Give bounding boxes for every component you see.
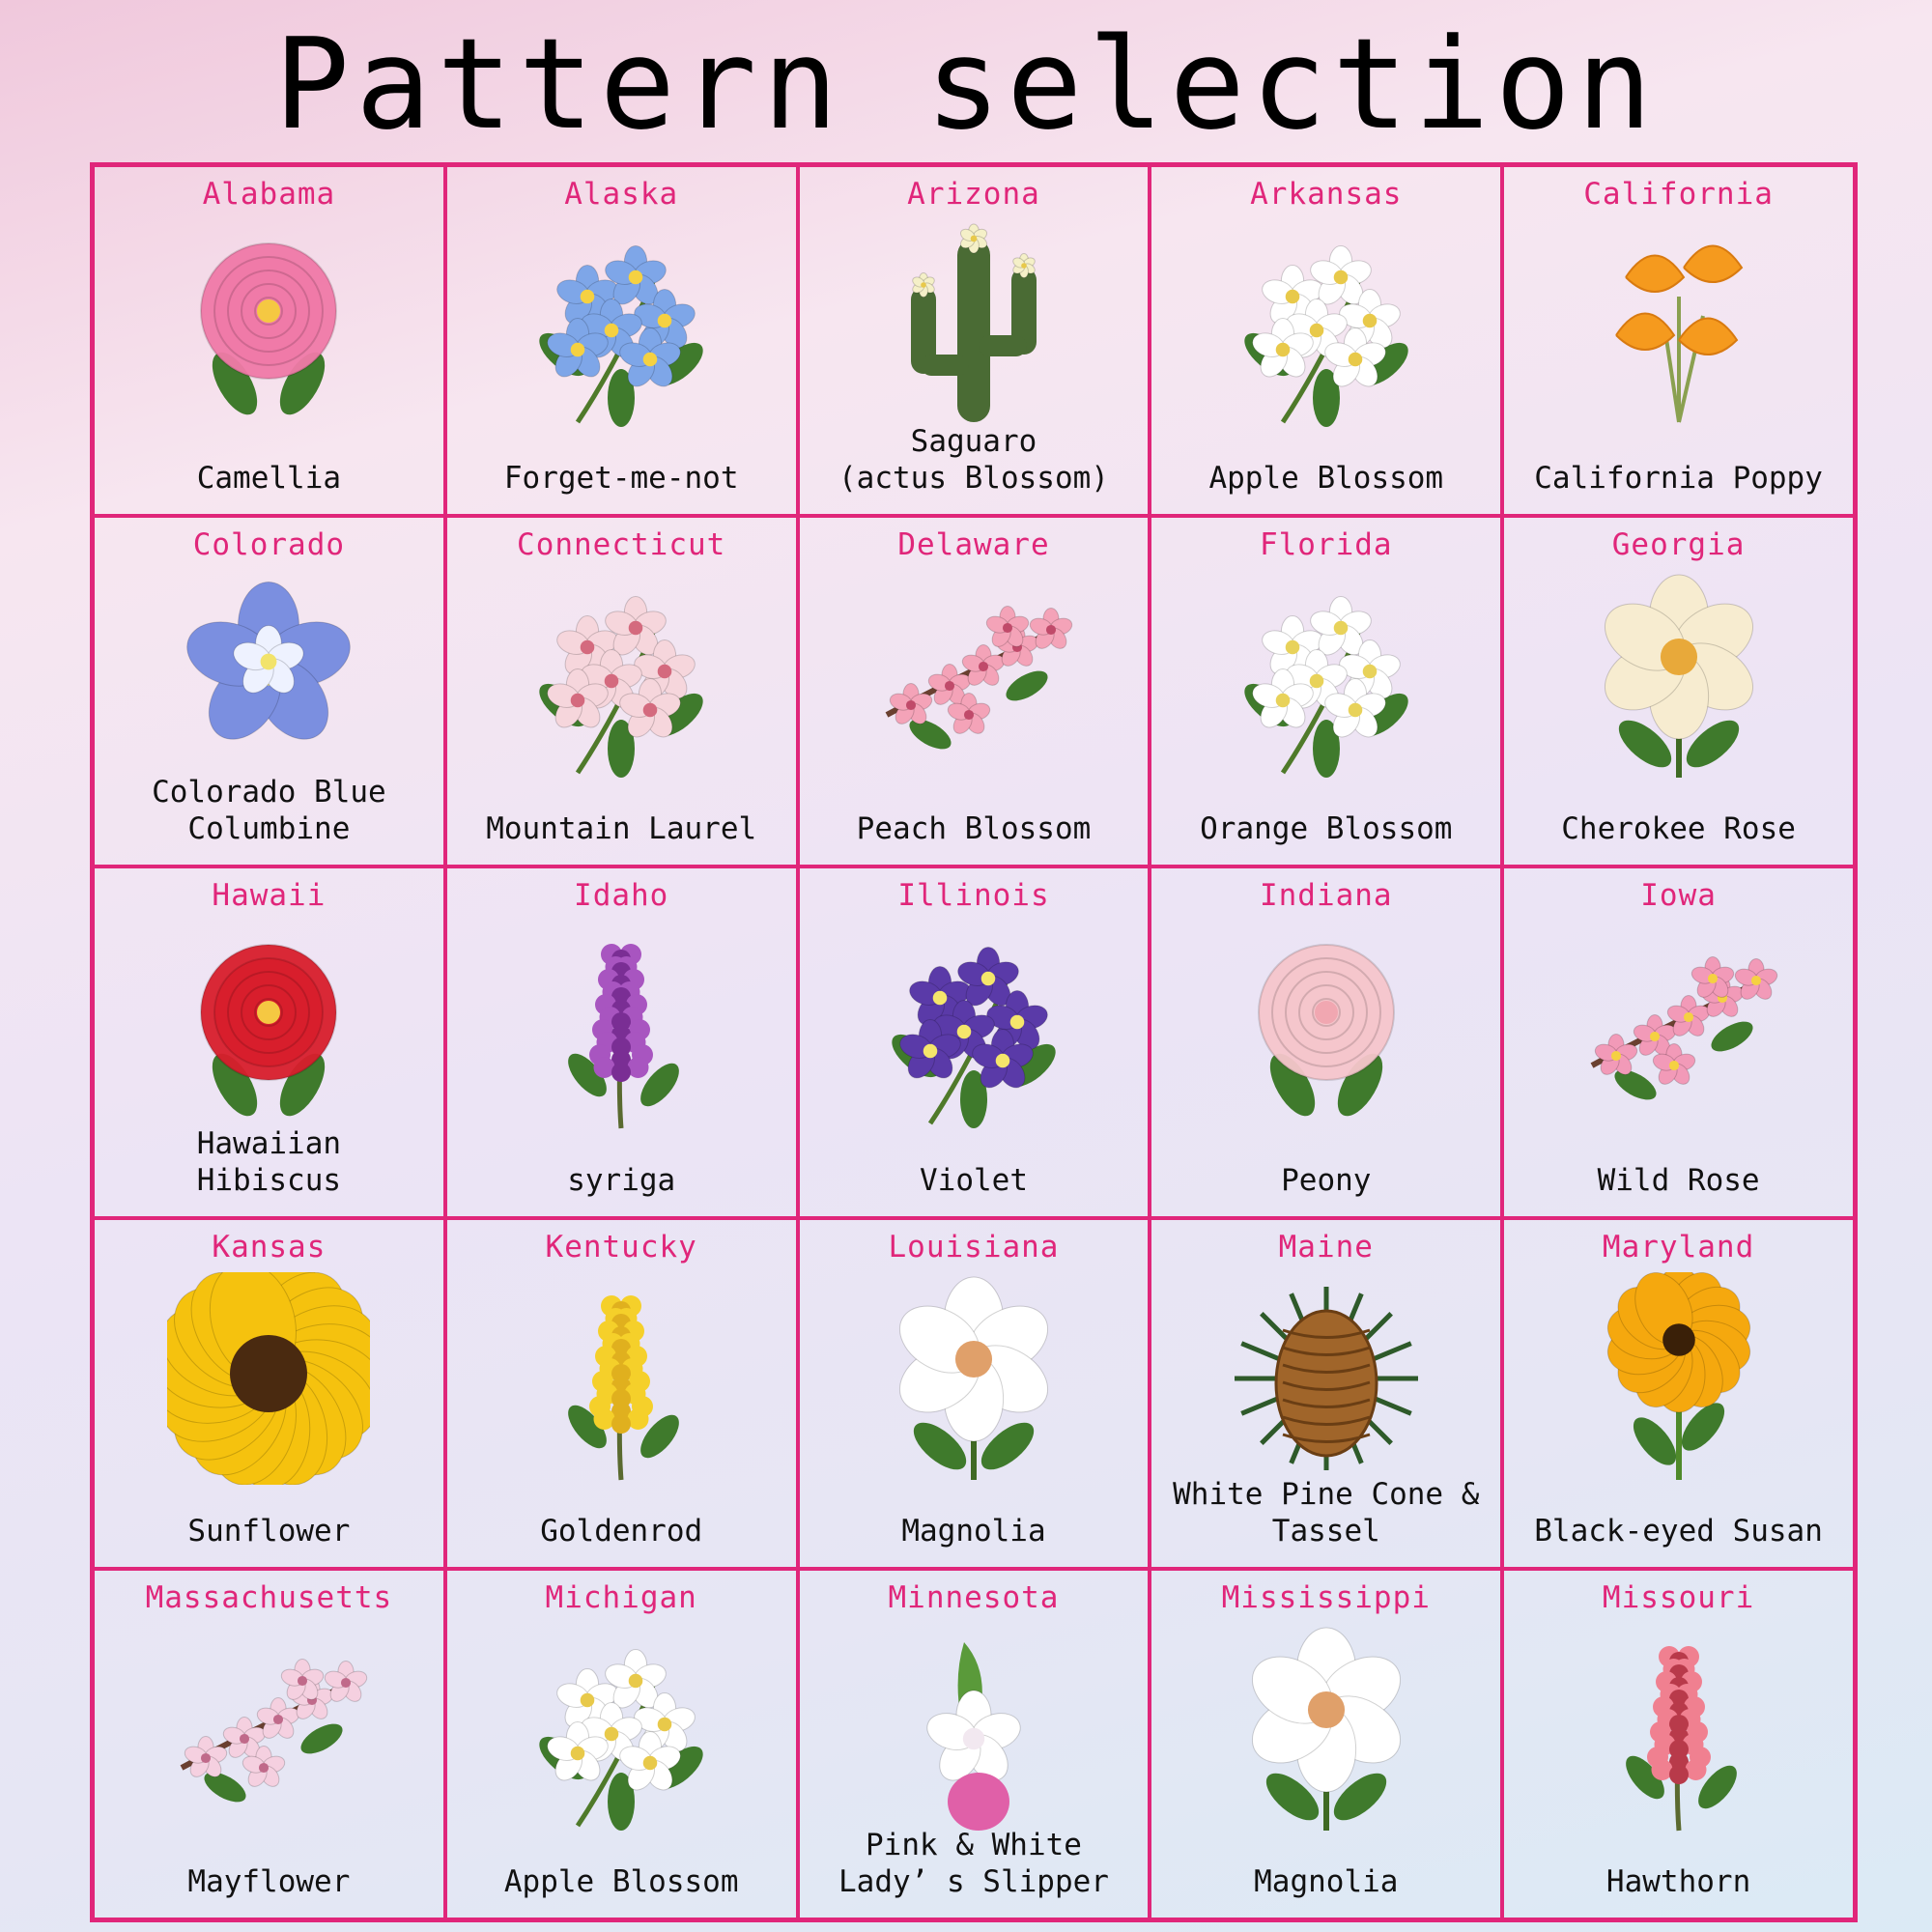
flower-name: Hawthorn: [1605, 1864, 1751, 1899]
page-title: Pattern selection: [273, 11, 1659, 157]
state-name: Maryland: [1602, 1229, 1755, 1264]
syringa-icon: [520, 921, 723, 1133]
pattern-cell[interactable]: [93, 516, 445, 867]
pattern-cell[interactable]: [93, 165, 445, 516]
pattern-cell[interactable]: [1502, 1569, 1855, 1919]
wild-rose-icon: [1577, 921, 1780, 1133]
flower-name: Sunflower: [187, 1513, 351, 1548]
peach-blossom-icon: [872, 570, 1075, 782]
peony-icon: [1225, 921, 1428, 1133]
state-name: Indiana: [1259, 878, 1393, 914]
magnolia-icon: [1225, 1623, 1428, 1835]
flower-name: Violet: [920, 1162, 1028, 1198]
flower-name: Goldenrod: [540, 1513, 703, 1548]
pattern-cell[interactable]: [445, 867, 798, 1217]
pattern-cell[interactable]: [798, 1218, 1151, 1569]
state-name: Arizona: [907, 177, 1040, 212]
state-name: Massachusetts: [145, 1579, 393, 1615]
mountain-laurel-icon: [520, 570, 723, 782]
flower-name: Hawaiian Hibiscus: [196, 1125, 342, 1198]
flower-name: Orange Blossom: [1200, 811, 1453, 847]
state-name: Alaska: [564, 177, 679, 212]
state-name: Alabama: [202, 177, 336, 212]
flower-name: Magnolia: [901, 1513, 1046, 1548]
flower-name: Apple Blossom: [1208, 461, 1444, 497]
state-name: Louisiana: [888, 1229, 1060, 1264]
sunflower-icon: [167, 1272, 370, 1485]
ladys-slipper-icon: [872, 1623, 1075, 1835]
pattern-cell[interactable]: [798, 867, 1151, 1217]
state-name: Idaho: [574, 878, 669, 914]
flower-name: Saguaro (actus Blossom): [838, 424, 1109, 497]
state-name: Arkansas: [1250, 177, 1403, 212]
saguaro-cactus-icon: [872, 219, 1075, 432]
columbine-icon: [167, 570, 370, 782]
flower-name: White Pine Cone & Tassel: [1173, 1476, 1480, 1548]
violet-icon: [872, 921, 1075, 1133]
flower-name: Mayflower: [187, 1864, 351, 1899]
pattern-cell[interactable]: [1150, 516, 1502, 867]
pattern-cell[interactable]: [445, 1569, 798, 1919]
apple-blossom-icon: [1225, 219, 1428, 432]
pattern-cell[interactable]: [93, 1218, 445, 1569]
forget-me-not-icon: [520, 219, 723, 432]
flower-pattern-grid: [90, 162, 1858, 1922]
flower-name: Black-eyed Susan: [1534, 1513, 1823, 1548]
pattern-cell[interactable]: [798, 516, 1151, 867]
state-name: Delaware: [897, 527, 1050, 563]
pattern-cell[interactable]: [93, 1569, 445, 1919]
state-name: Iowa: [1640, 878, 1717, 914]
flower-name: Cherokee Rose: [1561, 811, 1796, 847]
state-name: Kansas: [212, 1229, 327, 1264]
hawthorn-icon: [1577, 1623, 1780, 1835]
cherokee-rose-icon: [1577, 570, 1780, 782]
state-name: Michigan: [545, 1579, 697, 1615]
hibiscus-icon: [167, 921, 370, 1133]
pattern-cell[interactable]: [1150, 165, 1502, 516]
state-name: Missouri: [1602, 1579, 1755, 1615]
pattern-cell[interactable]: [1502, 516, 1855, 867]
flower-name: Magnolia: [1254, 1864, 1399, 1899]
goldenrod-icon: [520, 1272, 723, 1485]
flower-name: syriga: [567, 1162, 676, 1198]
state-name: Georgia: [1611, 527, 1746, 563]
black-eyed-susan-icon: [1577, 1272, 1780, 1485]
state-name: Colorado: [192, 527, 346, 563]
pattern-cell[interactable]: [1150, 1569, 1502, 1919]
flower-name: Forget-me-not: [503, 461, 739, 497]
flower-name: Peony: [1281, 1162, 1372, 1198]
state-name: Illinois: [897, 878, 1050, 914]
magnolia-icon: [872, 1272, 1075, 1485]
flower-name: Camellia: [196, 461, 342, 497]
pine-cone-icon: [1225, 1272, 1428, 1485]
flower-name: Peach Blossom: [856, 811, 1092, 847]
pattern-cell[interactable]: [1502, 867, 1855, 1217]
flower-name: Mountain Laurel: [486, 811, 757, 847]
pattern-cell[interactable]: [1150, 867, 1502, 1217]
state-name: Kentucky: [545, 1229, 697, 1264]
mayflower-icon: [167, 1623, 370, 1835]
state-name: Florida: [1259, 527, 1393, 563]
state-name: California: [1583, 177, 1774, 212]
pattern-cell[interactable]: [798, 165, 1151, 516]
flower-name: California Poppy: [1534, 461, 1823, 497]
pattern-cell[interactable]: [1502, 1218, 1855, 1569]
pattern-cell[interactable]: [93, 867, 445, 1217]
pattern-cell[interactable]: [445, 165, 798, 516]
flower-name: Colorado Blue Columbine: [152, 775, 386, 847]
pattern-cell[interactable]: [798, 1569, 1151, 1919]
orange-blossom-icon: [1225, 570, 1428, 782]
state-name: Hawaii: [212, 878, 327, 914]
pattern-cell[interactable]: [445, 1218, 798, 1569]
flower-name: Apple Blossom: [503, 1864, 739, 1899]
flower-name: Pink & White Lady’ s Slipper: [838, 1828, 1109, 1899]
camellia-icon: [167, 219, 370, 432]
state-name: Connecticut: [517, 527, 726, 563]
pattern-cell[interactable]: [1502, 165, 1855, 516]
pattern-cell[interactable]: [445, 516, 798, 867]
pattern-cell[interactable]: [1150, 1218, 1502, 1569]
california-poppy-icon: [1577, 219, 1780, 432]
apple-blossom-icon: [520, 1623, 723, 1835]
flower-name: Wild Rose: [1597, 1162, 1760, 1198]
state-name: Mississippi: [1221, 1579, 1431, 1615]
state-name: Maine: [1278, 1229, 1374, 1264]
state-name: Minnesota: [888, 1579, 1060, 1615]
